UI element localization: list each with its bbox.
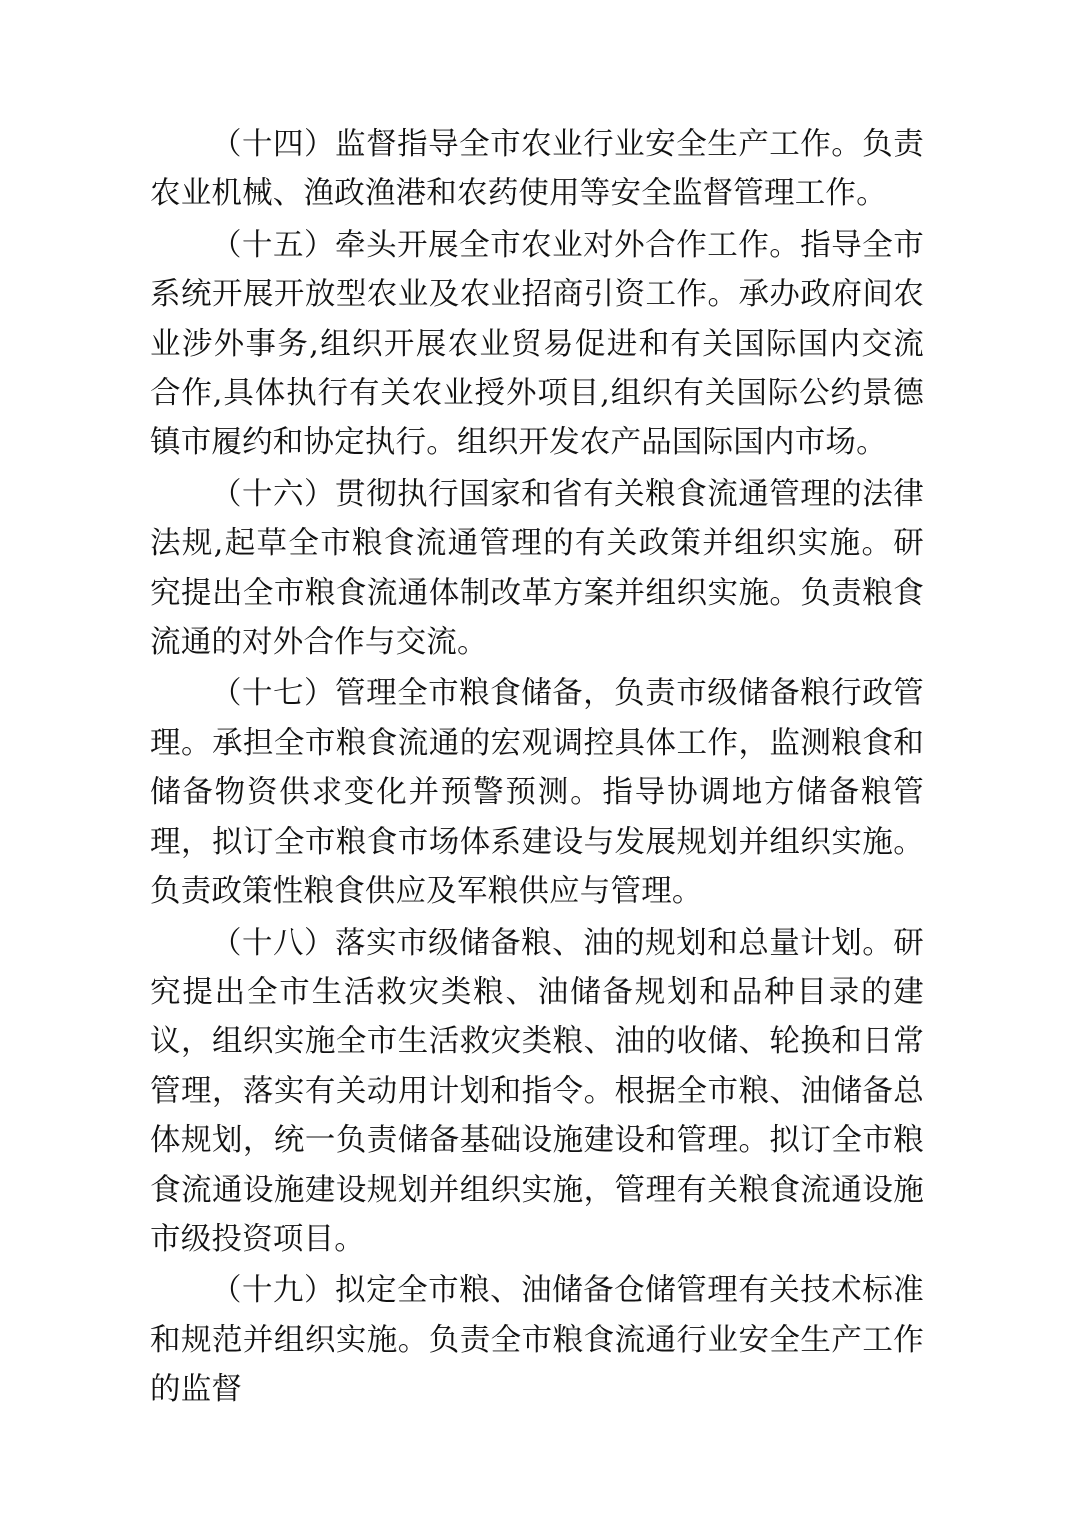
paragraph-18: （十八）落实市级储备粮、油的规划和总量计划。研究提出全市生活救灾类粮、油储备规划和品种目录的建议，组织实施全市生活救灾类粮、油的收储、轮换和日常管理，落实有关动用计划和指令。根据全市粮、油储备总体规划，统一负责储备基础设施建设和管理。拟订全市粮食流通设施建设规划并组织实施，管理有关粮食流通设施市级投资项目。 [150,925,924,1257]
paragraph-15: （十五）牵头开展全市农业对外合作工作。指导全市系统开展开放型农业及农业招商引资工作。承办政府间农业涉外事务,组织开展农业贸易促进和有关国际国内交流合作,具体执行有关农业授外项目,组织有关国际公约景德镇市履约和协定执行。组织开发农产品国际国内市场。 [150,227,924,461]
paragraph-19: （十九）拟定全市粮、油储备仓储管理有关技术标准和规范并组织实施。负责全市粮食流通行业安全生产工作的监督 [150,1273,924,1408]
document-body [150,120,924,1415]
paragraph-16: （十六）贯彻执行国家和省有关粮食流通管理的法律法规,起草全市粮食流通管理的有关政策并组织实施。研究提出全市粮食流通体制改革方案并组织实施。负责粮食流通的对外合作与交流。 [150,476,924,661]
paragraph-14: （十四）监督指导全市农业行业安全生产工作。负责农业机械、渔政渔港和农药使用等安全监督管理工作。 [150,127,924,212]
paragraph-17: （十七）管理全市粮食储备，负责市级储备粮行政管理。承担全市粮食流通的宏观调控具体工作，监测粮食和储备物资供求变化并预警预测。指导协调地方储备粮管理，拟订全市粮食市场体系建设与发展规划并组织实施。负责政策性粮食供应及军粮供应与管理。 [150,676,924,910]
